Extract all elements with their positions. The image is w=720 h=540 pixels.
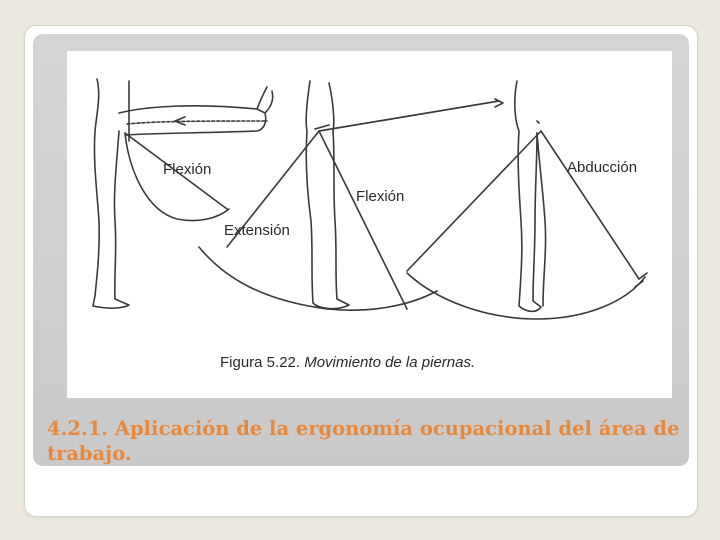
caption-text: Movimiento de la piernas. — [304, 354, 476, 371]
label-extension: Extensión — [224, 222, 290, 239]
right-figure — [407, 81, 647, 319]
label-flexion-center: Flexión — [356, 188, 405, 205]
figure-caption — [220, 354, 475, 371]
slide-title: 4.2.1. Aplicación de la ergonomía ocupacional del área de trabajo. — [47, 417, 680, 465]
leg-movement-illustration — [67, 51, 672, 398]
caption-number: Figura 5.22. — [220, 354, 301, 371]
label-flexion-left: Flexión — [163, 161, 212, 178]
label-abduction: Abducción — [567, 159, 638, 176]
figure-image — [67, 51, 672, 398]
left-figure — [93, 79, 273, 308]
center-figure — [199, 81, 503, 310]
